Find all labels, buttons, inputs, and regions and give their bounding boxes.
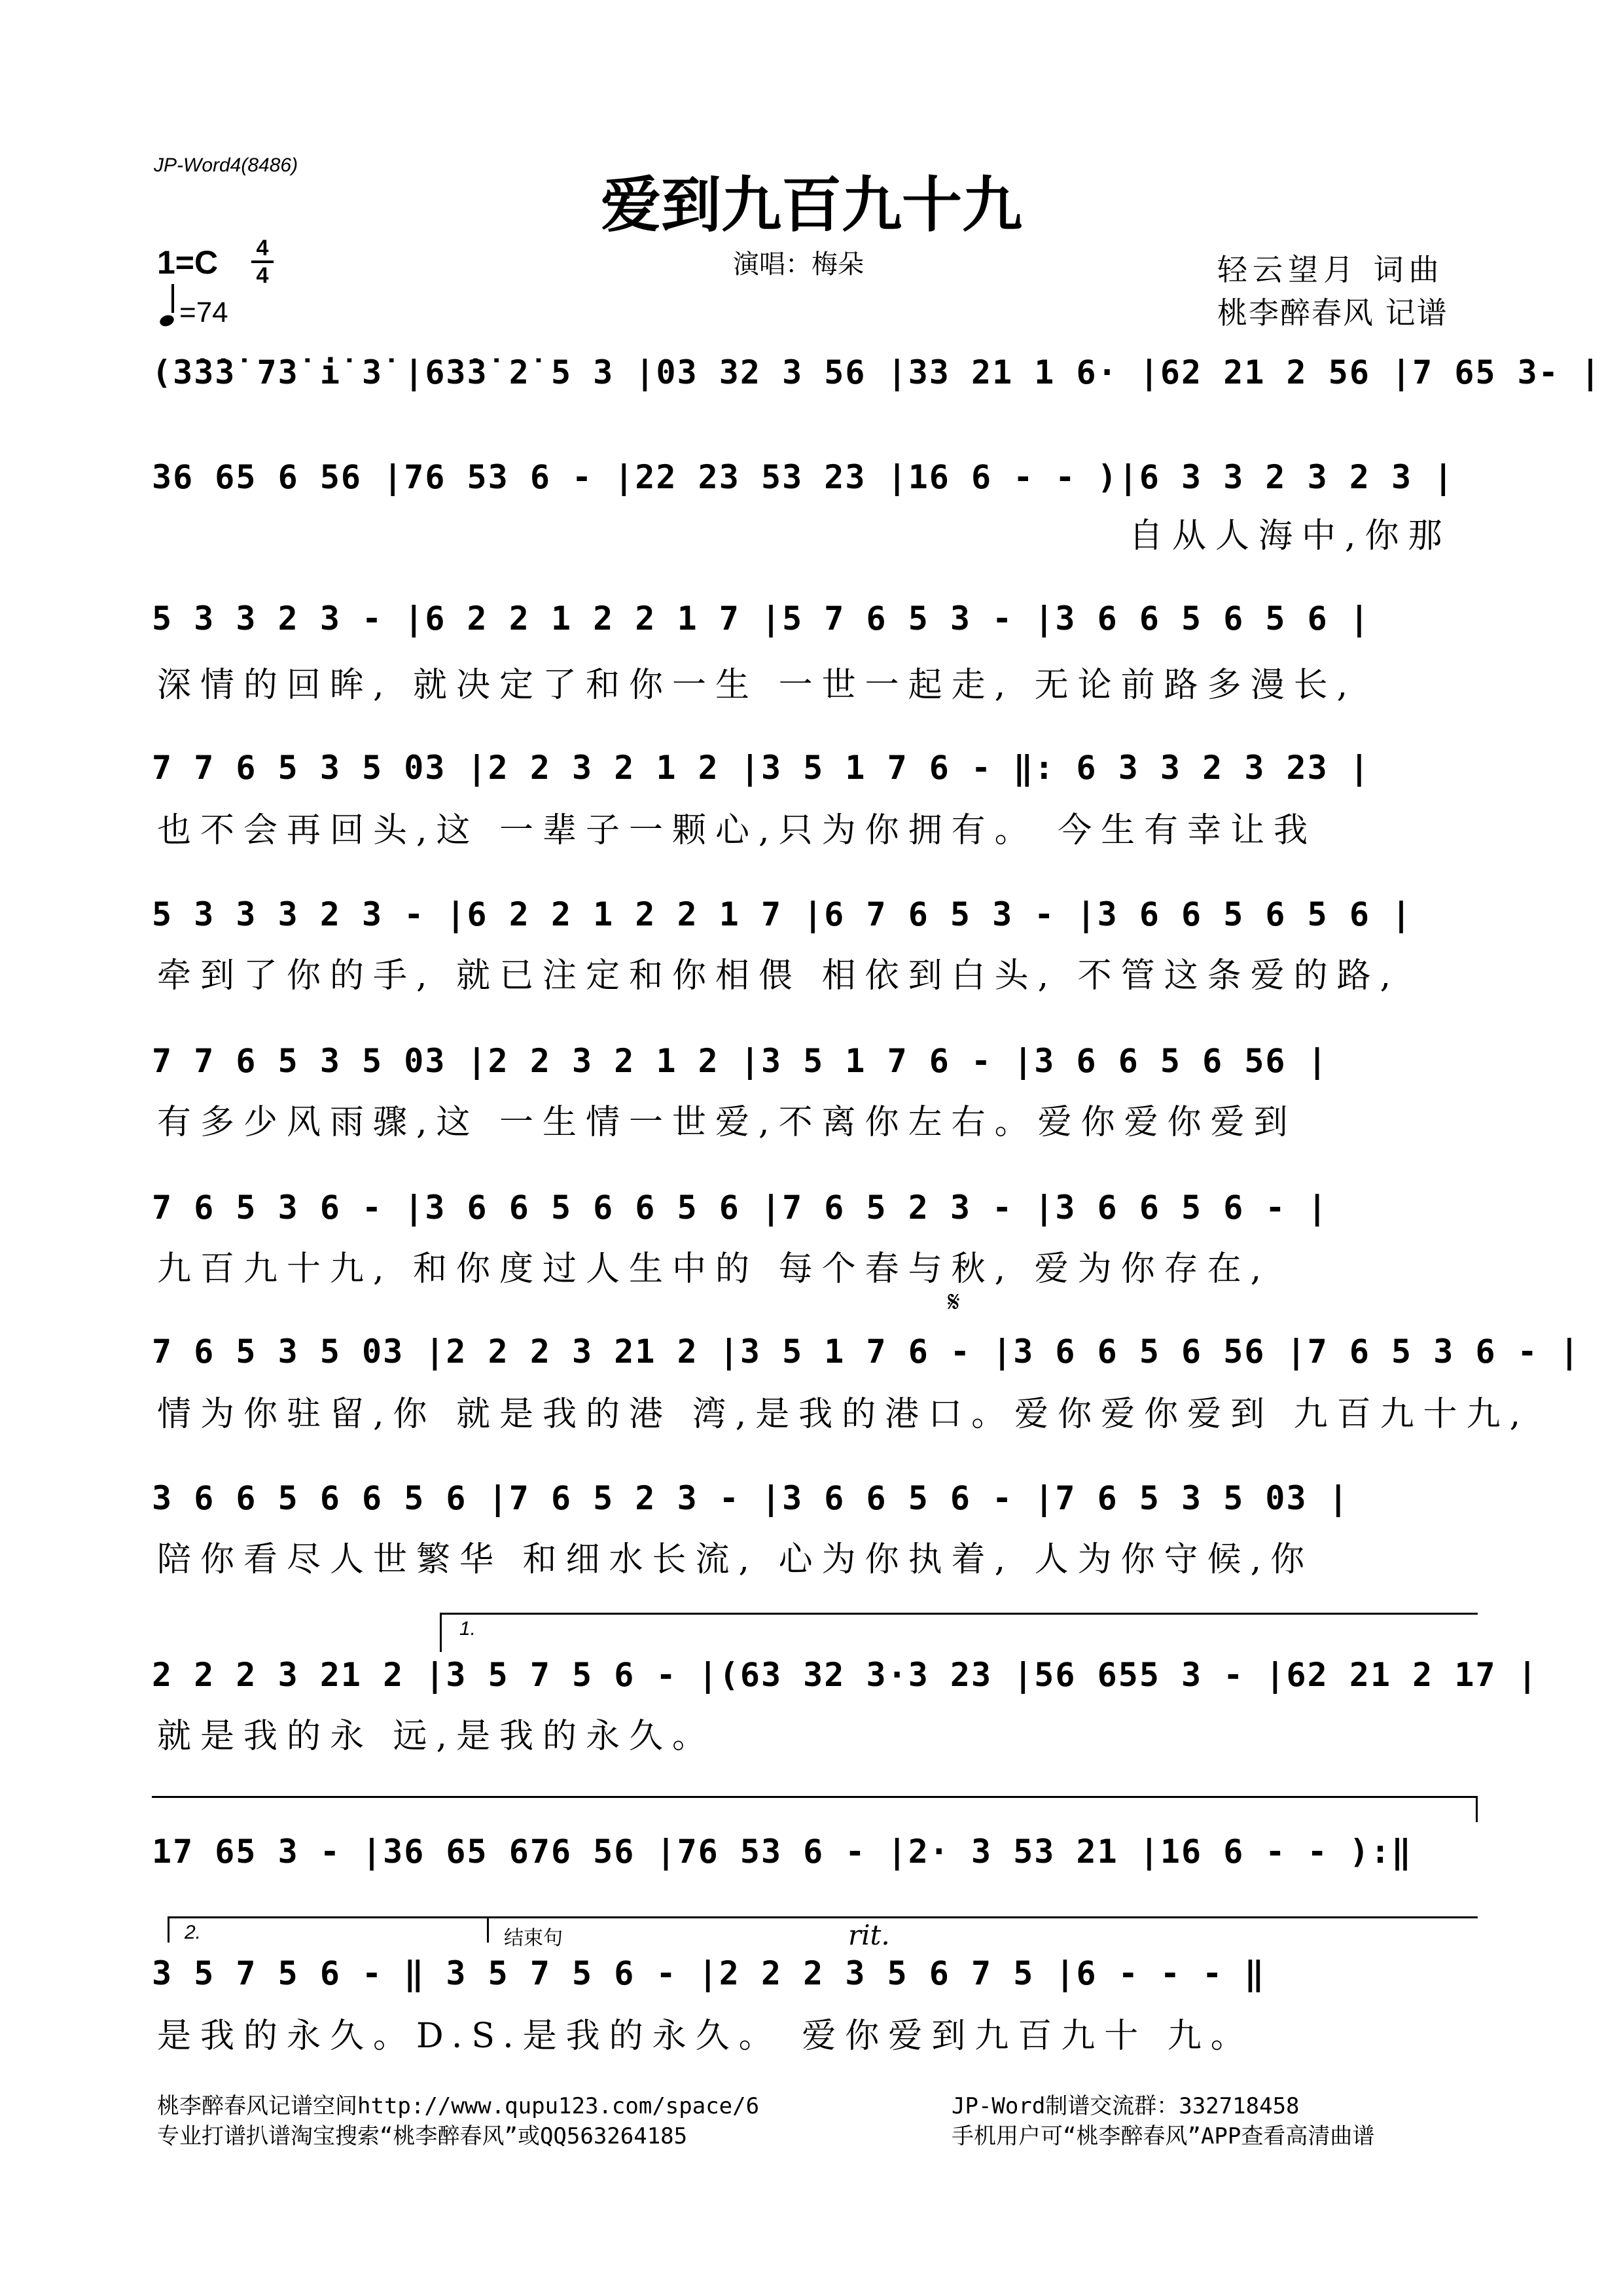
score-row-4-lyrics: 也不会再回头,这 一辈子一颗心,只为你拥有。 今生有幸让我 xyxy=(157,811,1317,850)
score-row-5-lyrics: 牵到了你的手, 就已注定和你相偎 相依到白头, 不管这条爱的路, xyxy=(157,956,1400,996)
score-row-8-lyrics: 情为你驻留,你 就是我的港 湾,是我的港口。爱你爱你爱到 九百九十九, xyxy=(157,1395,1530,1434)
score-row-6-notes: 7 7 6 5 3 5 03 |2 2 3 2 1 2 |3 5 1 7 6 - |3 6 6 5 6 56 | xyxy=(152,1042,1329,1080)
footer-right-2: 手机用户可“桃李醉春风”APP查看高清曲谱 xyxy=(952,2123,1375,2149)
footer-left-2: 专业打谱扒谱淘宝搜索“桃李醉春风”或QQ563264185 xyxy=(157,2123,688,2149)
time-signature xyxy=(251,237,274,287)
score-row-2-notes: 36 65 6 56 |76 53 6 - |22 23 53 23 |16 6 - - )|6 3 3 2 3 2 3 | xyxy=(152,458,1455,496)
score-row-11-notes: 17 65 3 - |36 65 676 56 |76 53 6 - |2· 3 53 21 |16 6 - - ):‖ xyxy=(152,1833,1413,1871)
footer-left-1: 桃李醉春风记谱空间http://www.qupu123.com/space/6 xyxy=(157,2093,760,2119)
lyrics-music-credit: 轻云望月 词曲 xyxy=(1217,252,1444,287)
score-row-10-lyrics: 就是我的永 远,是我的永久。 xyxy=(157,1717,716,1756)
footer-right-1: JP-Word制谱交流群：332718458 xyxy=(952,2093,1300,2119)
transcriber-credit: 桃李醉春风 记谱 xyxy=(1217,295,1448,331)
singer-credit: 演唱：梅朵 xyxy=(733,249,864,279)
score-row-4-notes: 7 7 6 5 3 5 03 |2 2 3 2 1 2 |3 5 1 7 6 - ‖: 6 3 3 2 3 23 | xyxy=(152,749,1370,787)
time-bottom: 4 xyxy=(256,263,269,288)
score-row-2-lyrics: 自从人海中,你那 xyxy=(1129,516,1452,556)
score-row-12-lyrics: 是我的永久。D.S.是我的永久。 爱你爱到九百九十 九。 xyxy=(157,2017,1254,2056)
score-row-1-notes: (3̇3̇3̇ 73̇ i̇ 3̇ |63̇3̇ 2̇ 5 3 |03 32 3 56 |33 21 1 6· |62 21 2 56 |7 65 3- | xyxy=(152,353,1602,391)
score-row-10-notes: 2 2 2 3 21 2 |3 5 7 5 6 - |(63 32 3·3 23 |56 655 3 - |62 21 2 17 | xyxy=(152,1656,1539,1694)
score-row-7-lyrics: 九百九十九, 和你度过人生中的 每个春与秋, 爱为你存在, xyxy=(157,1249,1271,1289)
score-row-9-notes: 3 6 6 5 6 6 5 6 |7 6 5 2 3 - |3 6 6 5 6 - |7 6 5 3 5 03 | xyxy=(152,1479,1349,1517)
score-row-3-lyrics: 深情的回眸, 就决定了和你一生 一世一起走, 无论前路多漫长, xyxy=(157,666,1357,705)
quarter-note-icon xyxy=(158,314,175,329)
ending-label: 结束句 xyxy=(504,1927,563,1950)
segno-icon: 𝄋 xyxy=(948,1285,960,1319)
score-row-7-notes: 7 6 5 3 6 - |3 6 6 5 6 6 5 6 |7 6 5 2 3 - |3 6 6 5 6 - | xyxy=(152,1189,1329,1227)
song-title: 爱到九百九十九 xyxy=(600,170,1022,240)
time-top: 4 xyxy=(256,236,269,260)
score-row-3-notes: 5 3 3 2 3 - |6 2 2 1 2 2 1 7 |5 7 6 5 3 - |3 6 6 5 6 5 6 | xyxy=(152,600,1370,637)
key-signature: 1=C xyxy=(157,244,219,281)
volta-1-label: 1. xyxy=(459,1618,476,1640)
tempo-value: =74 xyxy=(179,296,228,329)
score-row-5-notes: 5 3 3 3 2 3 - |6 2 2 1 2 2 1 7 |6 7 6 5 3 - |3 6 6 5 6 5 6 | xyxy=(152,895,1413,933)
ritardando-marking: rit. xyxy=(848,1919,890,1951)
score-row-6-lyrics: 有多少风雨骤,这 一生情一世爱,不离你左右。爱你爱你爱到 xyxy=(157,1103,1297,1142)
software-version: JP-Word4(8486) xyxy=(154,154,298,176)
score-row-12-notes: 3 5 7 5 6 - ‖ 3 5 7 5 6 - |2 2 2 3 5 6 7 5 |6 - - - ‖ xyxy=(152,1954,1266,1992)
score-row-9-lyrics: 陪你看尽人世繁华 和细水长流, 心为你执着, 人为你守候,你 xyxy=(157,1540,1314,1579)
score-row-8-notes: 7 6 5 3 5 03 |2 2 2 3 21 2 |3 5 1 7 6 - |3 6 6 5 6 56 |7 6 5 3 6 - | xyxy=(152,1333,1580,1371)
tempo-marking xyxy=(160,293,228,329)
volta-2-label: 2. xyxy=(185,1922,202,1943)
